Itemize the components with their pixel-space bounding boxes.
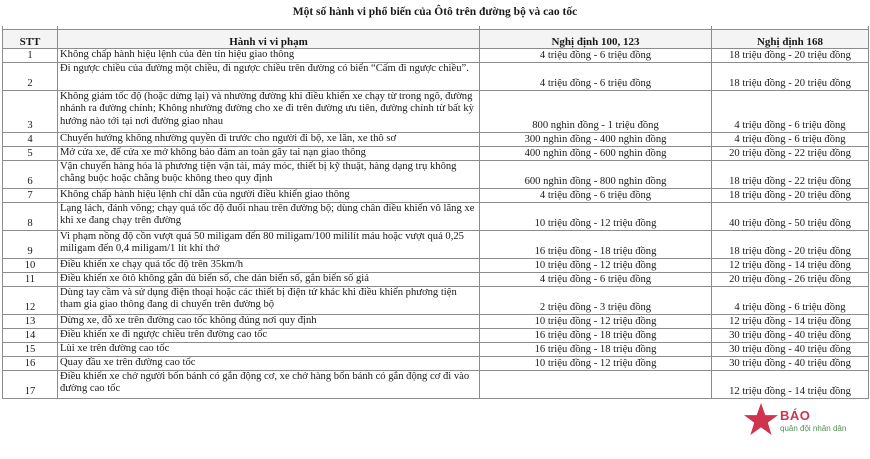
row-stt: 12 [3, 287, 58, 315]
row-stt: 16 [3, 357, 58, 371]
row-fine-old: 10 triệu đồng - 12 triệu đồng [480, 203, 712, 231]
row-violation: Lạng lách, đánh võng; chạy quá tốc độ đuổi nhau trên đường bộ; dùng chân điều khiển vô lăng xe khi xe đang chạy trên đường [58, 203, 480, 231]
row-fine-new: 4 triệu đồng - 6 triệu đồng [712, 133, 869, 147]
row-fine-new: 18 triệu đồng - 20 triệu đồng [712, 63, 869, 91]
row-violation: Quay đầu xe trên đường cao tốc [58, 357, 480, 371]
table-body [3, 49, 869, 399]
table-header [3, 26, 869, 49]
table-row [3, 49, 869, 63]
row-violation: Vi phạm nồng độ cồn vượt quá 50 miligam đến 80 miligam/100 mililít máu hoặc vượt quá 0,25 miligam đến 0,4 miligam/1 lít khí thở [58, 231, 480, 259]
row-fine-old: 4 triệu đồng - 6 triệu đồng [480, 273, 712, 287]
row-stt: 2 [3, 63, 58, 91]
table-row [3, 343, 869, 357]
row-fine-new: 12 triệu đồng - 14 triệu đồng [712, 259, 869, 273]
row-stt: 3 [3, 91, 58, 133]
row-fine-old: 300 nghìn đồng - 400 nghìn đồng [480, 133, 712, 147]
table-row [3, 273, 869, 287]
row-fine-new: 30 triệu đồng - 40 triệu đồng [712, 357, 869, 371]
row-fine-new: 20 triệu đồng - 22 triệu đồng [712, 147, 869, 161]
row-fine-new: 4 triệu đồng - 6 triệu đồng [712, 91, 869, 133]
row-stt: 15 [3, 343, 58, 357]
table-row [3, 231, 869, 259]
row-stt: 8 [3, 203, 58, 231]
row-stt: 4 [3, 133, 58, 147]
header-stt: STT [3, 30, 58, 49]
row-fine-new: 12 triệu đồng - 14 triệu đồng [712, 371, 869, 399]
row-stt: 1 [3, 49, 58, 63]
row-violation: Không chấp hành hiệu lệnh chỉ dẫn của người điều khiển giao thông [58, 189, 480, 203]
watermark-subtitle: quân đội nhân dân [780, 424, 847, 433]
row-fine-new: 30 triệu đồng - 40 triệu đồng [712, 343, 869, 357]
row-violation: Điều khiển xe chạy quá tốc độ trên 35km/h [58, 259, 480, 273]
row-fine-new: 40 triệu đồng - 50 triệu đồng [712, 203, 869, 231]
row-violation: Chuyển hướng không nhường quyền đi trước cho người đi bộ, xe lăn, xe thô sơ [58, 133, 480, 147]
header-violation: Hành vi vi phạm [58, 30, 480, 49]
row-violation: Điều khiển xe chở người bốn bánh có gắn động cơ, xe chở hàng bốn bánh có gắn động cơ đi vào đường cao tốc [58, 371, 480, 399]
row-violation: Đi ngược chiều của đường một chiều, đi ngược chiều trên đường có biển “Cấm đi ngược chiều”. [58, 63, 480, 91]
table-row [3, 287, 869, 315]
table-title: Một số hành vi phổ biến của Ôtô trên đường bộ và cao tốc [292, 6, 578, 18]
row-violation: Mở cửa xe, để cửa xe mở không bảo đảm an toàn gây tai nạn giao thông [58, 147, 480, 161]
row-fine-new: 30 triệu đồng - 40 triệu đồng [712, 329, 869, 343]
row-stt: 17 [3, 371, 58, 399]
row-violation: Không giảm tốc độ (hoặc dừng lại) và nhường đường khi điều khiển xe chạy từ trong ngõ, đường nhánh ra đường chính; Không nhường đường cho xe đi trên đường ưu tiên, đường chính từ bất kỳ hướng nào tới tại nơi đường giao nhau [58, 91, 480, 133]
table-row [3, 203, 869, 231]
header-decree-168: Nghị định 168 [712, 30, 869, 49]
row-fine-new: 18 triệu đồng - 20 triệu đồng [712, 49, 869, 63]
row-fine-new: 18 triệu đồng - 20 triệu đồng [712, 231, 869, 259]
row-stt: 14 [3, 329, 58, 343]
table-row [3, 147, 869, 161]
newspaper-watermark [744, 401, 864, 445]
watermark-brand: BÁO [780, 408, 811, 423]
row-fine-old [480, 371, 712, 399]
row-fine-new: 18 triệu đồng - 20 triệu đồng [712, 189, 869, 203]
row-fine-old: 16 triệu đồng - 18 triệu đồng [480, 231, 712, 259]
row-fine-old: 4 triệu đồng - 6 triệu đồng [480, 49, 712, 63]
row-violation: Dùng tay cầm và sử dụng điện thoại hoặc các thiết bị điện tử khác khi điều khiển phương tiện tham gia giao thông đang di chuyển trên đường bộ [58, 287, 480, 315]
row-stt: 11 [3, 273, 58, 287]
table-row [3, 133, 869, 147]
row-violation: Lùi xe trên đường cao tốc [58, 343, 480, 357]
row-fine-new: 18 triệu đồng - 22 triệu đồng [712, 161, 869, 189]
row-fine-old: 4 triệu đồng - 6 triệu đồng [480, 189, 712, 203]
header-decree-100-123: Nghị định 100, 123 [480, 30, 712, 49]
table-row [3, 357, 869, 371]
row-fine-old: 10 triệu đồng - 12 triệu đồng [480, 357, 712, 371]
row-stt: 6 [3, 161, 58, 189]
row-fine-old: 2 triệu đồng - 3 triệu đồng [480, 287, 712, 315]
table-row [3, 371, 869, 399]
row-fine-old: 4 triệu đồng - 6 triệu đồng [480, 63, 712, 91]
row-stt: 5 [3, 147, 58, 161]
row-fine-old: 10 triệu đồng - 12 triệu đồng [480, 259, 712, 273]
row-fine-old: 800 nghìn đồng - 1 triệu đồng [480, 91, 712, 133]
row-stt: 7 [3, 189, 58, 203]
fines-table [2, 26, 869, 399]
table-row [3, 259, 869, 273]
table-row [3, 161, 869, 189]
row-fine-new: 4 triệu đồng - 6 triệu đồng [712, 287, 869, 315]
row-fine-old: 16 triệu đồng - 18 triệu đồng [480, 343, 712, 357]
row-fine-new: 20 triệu đồng - 26 triệu đồng [712, 273, 869, 287]
table-row [3, 315, 869, 329]
row-stt: 13 [3, 315, 58, 329]
row-fine-old: 16 triệu đồng - 18 triệu đồng [480, 329, 712, 343]
row-fine-new: 12 triệu đồng - 14 triệu đồng [712, 315, 869, 329]
row-fine-old: 10 triệu đồng - 12 triệu đồng [480, 315, 712, 329]
row-stt: 10 [3, 259, 58, 273]
table-row [3, 63, 869, 91]
row-violation: Điều khiển xe ôtô không gắn đủ biển số, che dán biển số, gắn biển số giả [58, 273, 480, 287]
row-fine-old: 400 nghìn đồng - 600 nghìn đồng [480, 147, 712, 161]
table-row [3, 329, 869, 343]
table-row [3, 91, 869, 133]
table-row [3, 189, 869, 203]
row-violation: Vận chuyển hàng hóa là phương tiện vận tải, máy móc, thiết bị kỹ thuật, hàng dạng trụ không chằng buộc hoặc chằng buộc không theo quy định [58, 161, 480, 189]
star-icon [744, 401, 778, 441]
row-violation: Dừng xe, đỗ xe trên đường cao tốc không đúng nơi quy định [58, 315, 480, 329]
row-violation: Không chấp hành hiệu lệnh của đèn tín hiệu giao thông [58, 49, 480, 63]
row-stt: 9 [3, 231, 58, 259]
row-violation: Điều khiển xe đi ngược chiều trên đường cao tốc [58, 329, 480, 343]
row-fine-old: 600 nghìn đồng - 800 nghìn đồng [480, 161, 712, 189]
